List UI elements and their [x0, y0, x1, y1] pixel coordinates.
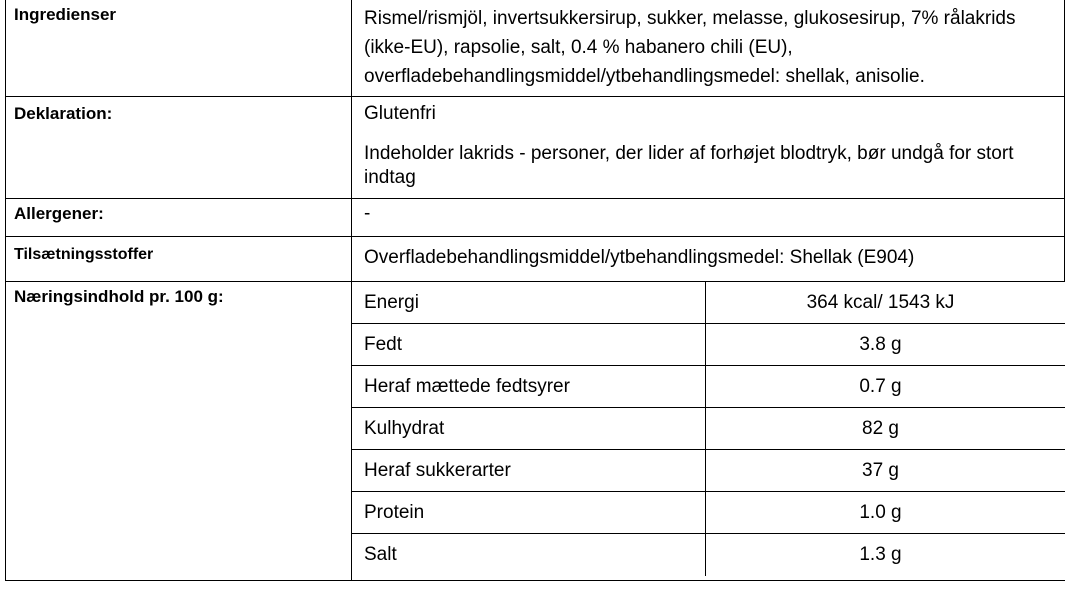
nutrition-row-energy	[352, 282, 1065, 324]
nutrient-value: 1.3 g	[859, 544, 902, 565]
declaration-row	[5, 97, 1065, 199]
nutrient-value: 1.0 g	[859, 502, 902, 523]
declaration-line: Glutenfri	[364, 103, 436, 124]
declaration-value	[352, 97, 1065, 198]
nutrition-row-sugars	[352, 450, 1065, 492]
declaration-line: Indeholder lakrids - personer, der lider af forhøjet blodtryk, bør undgå for stort	[364, 143, 1014, 164]
nutrition-row-fat	[352, 324, 1065, 366]
nutrient-name: Energi	[352, 282, 706, 323]
allergens-row	[5, 199, 1065, 237]
nutrient-name: Kulhydrat	[352, 408, 706, 449]
nutrition-row-saturated-fat	[352, 366, 1065, 408]
nutrient-value: 82 g	[862, 418, 899, 439]
nutrient-value: 0.7 g	[859, 376, 902, 397]
ingredients-line: Rismel/rismjöl, invertsukkersirup, sukker, melasse, glukosesirup, 7% rålakrids	[364, 8, 1016, 29]
allergens-label: Allergener:	[5, 199, 352, 236]
declaration-label: Deklaration:	[5, 97, 352, 198]
nutrient-value: 364 kcal/ 1543 kJ	[806, 292, 955, 313]
allergens-value-text: -	[364, 203, 371, 224]
nutrition-row-carbohydrate	[352, 408, 1065, 450]
nutrition-row-protein	[352, 492, 1065, 534]
nutrition-row	[5, 282, 1065, 581]
declaration-line: indtag	[364, 167, 416, 188]
additives-label: Tilsætningsstoffer	[5, 237, 352, 281]
nutrition-table	[352, 282, 1065, 580]
nutrient-name: Heraf sukkerarter	[352, 450, 706, 491]
additives-value: Overfladebehandlingsmiddel/ytbehandlingsmedel: Shellak (E904)	[352, 237, 1065, 281]
nutrient-name: Fedt	[352, 324, 706, 365]
nutrient-name: Salt	[352, 534, 706, 576]
ingredients-line: (ikke-EU), rapsolie, salt, 0.4 % habanero chili (EU),	[364, 37, 793, 58]
nutrient-value: 3.8 g	[859, 334, 902, 355]
allergens-value	[352, 199, 1065, 236]
nutrition-row-salt	[352, 534, 1065, 576]
nutrition-label: Næringsindhold pr. 100 g:	[5, 282, 352, 580]
nutrient-name: Heraf mættede fedtsyrer	[352, 366, 706, 407]
ingredients-line: overfladebehandlingsmiddel/ytbehandlingsmedel: shellak, anisolie.	[364, 66, 925, 87]
additives-row	[5, 237, 1065, 282]
ingredients-row	[5, 0, 1065, 97]
ingredients-label: Ingredienser	[5, 0, 352, 96]
ingredients-value	[352, 0, 1065, 96]
nutrient-value: 37 g	[862, 460, 899, 481]
nutrient-name: Protein	[352, 492, 706, 533]
product-spec-table	[5, 0, 1065, 581]
declaration-gap	[364, 128, 1052, 140]
